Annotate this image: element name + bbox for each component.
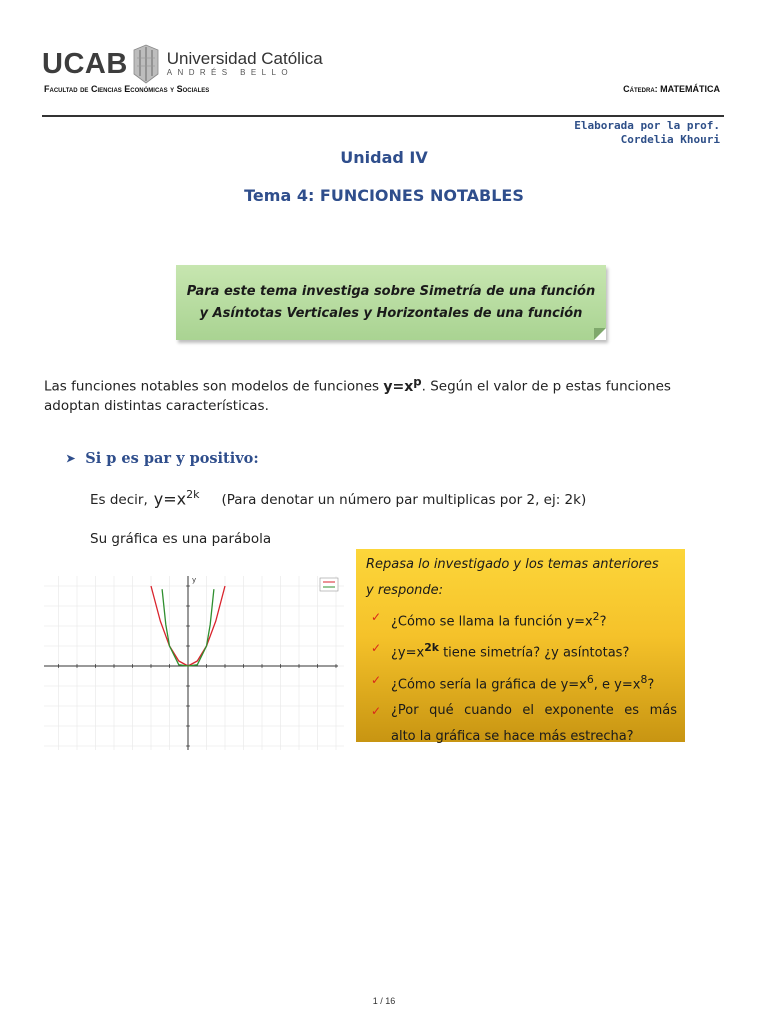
legend-box [320, 578, 338, 591]
question-3-exponent-1: 6 [586, 672, 594, 686]
review-lead-line-2: y responde: [366, 583, 444, 598]
checkmark-icon: ✓ [371, 641, 382, 656]
parabola-graph [44, 570, 344, 754]
question-4-text [391, 698, 677, 750]
section-heading-text: Si p es par y positivo: [85, 450, 259, 467]
author-line-1: Elaborada por la prof. [574, 119, 720, 132]
checkmark-icon: ✓ [371, 672, 382, 687]
intro-text-after: . Según el valor de p estas funciones adoptan distintas características. [44, 378, 671, 414]
question-1-body: ¿Cómo se llama la función y=x [391, 614, 593, 630]
question-1-text [391, 604, 606, 635]
intro-paragraph [44, 372, 724, 416]
question-2-pre: ¿y=x [391, 645, 425, 661]
checkmark-icon: ✓ [371, 703, 382, 718]
question-2-body: tiene simetría? ¿y asíntotas? [438, 645, 630, 661]
question-2-text [391, 635, 629, 666]
question-2-exponent: 2k [424, 641, 439, 655]
author-line-2: Cordelia Khouri [620, 133, 720, 146]
catedra-label: Cátedra: [623, 84, 658, 94]
question-1-exponent: 2 [592, 610, 600, 623]
intro-formula [383, 374, 422, 395]
intro-text-before: Las funciones notables son modelos de funciones [44, 378, 380, 395]
question-4-line-1: ¿Por qué cuando el exponente es más [391, 702, 677, 718]
even-power-exponent: 2k [186, 488, 200, 501]
question-3-body: ¿Cómo sería la gráfica de y=x [391, 676, 587, 692]
even-power-formula [154, 488, 200, 508]
review-lead-line-1: Repasa lo investigado y los temas anteriores [366, 557, 659, 572]
folded-corner [594, 328, 606, 340]
question-4 [371, 698, 677, 750]
header-divider [42, 115, 724, 117]
logo-subtitle: ANDRÉS BELLO [166, 68, 293, 77]
review-questions-box [356, 549, 685, 742]
question-3-text [391, 667, 654, 698]
logo-wordmark: UCAB [42, 47, 128, 80]
es-decir-label: Es decir, [90, 492, 148, 509]
unit-title: Unidad IV [340, 148, 428, 167]
catedra-value: MATEMÁTICA [660, 84, 720, 94]
research-note-line-2: y Asíntotas Verticales y Horizontales de una función [199, 305, 583, 321]
checkmark-icon: ✓ [371, 610, 382, 624]
ucab-logo [42, 44, 323, 84]
even-power-base: y=x [153, 489, 187, 509]
question-1-end: ? [599, 614, 607, 630]
author-credit [574, 119, 720, 147]
question-1 [371, 604, 677, 635]
catedra [623, 84, 720, 94]
question-list [366, 604, 677, 750]
question-3 [371, 667, 677, 698]
faculty-name: Facultad de Ciencias Económicas y Sociales [44, 84, 210, 94]
question-4-line-2: alto la gráfica se hace más estrecha? [391, 728, 634, 744]
logo-university-name: Universidad Católica [166, 49, 323, 68]
bullet-arrow-icon: ➤ [66, 452, 76, 465]
question-3-mid: , e y=x [593, 676, 641, 692]
section-heading [66, 450, 259, 467]
question-3-end: ? [647, 676, 655, 692]
intro-formula-exponent: p [413, 374, 422, 388]
question-3-exponent-2: 8 [640, 672, 648, 686]
y-axis-label: y [192, 576, 197, 584]
research-note-line-1: Para este tema investiga sobre Simetría de una función [186, 283, 596, 299]
topic-title: Tema 4: FUNCIONES NOTABLES [244, 186, 524, 205]
research-note-box [176, 265, 606, 340]
university-crest-icon [131, 44, 161, 84]
page-number: 1 / 16 [372, 996, 396, 1006]
es-decir-line [90, 488, 586, 508]
even-number-note: (Para denotar un número par multiplicas por 2, ej: 2k) [221, 492, 587, 509]
graph-caption: Su gráfica es una parábola [90, 531, 272, 547]
question-2 [371, 635, 677, 666]
intro-formula-base: y=x [383, 378, 414, 395]
